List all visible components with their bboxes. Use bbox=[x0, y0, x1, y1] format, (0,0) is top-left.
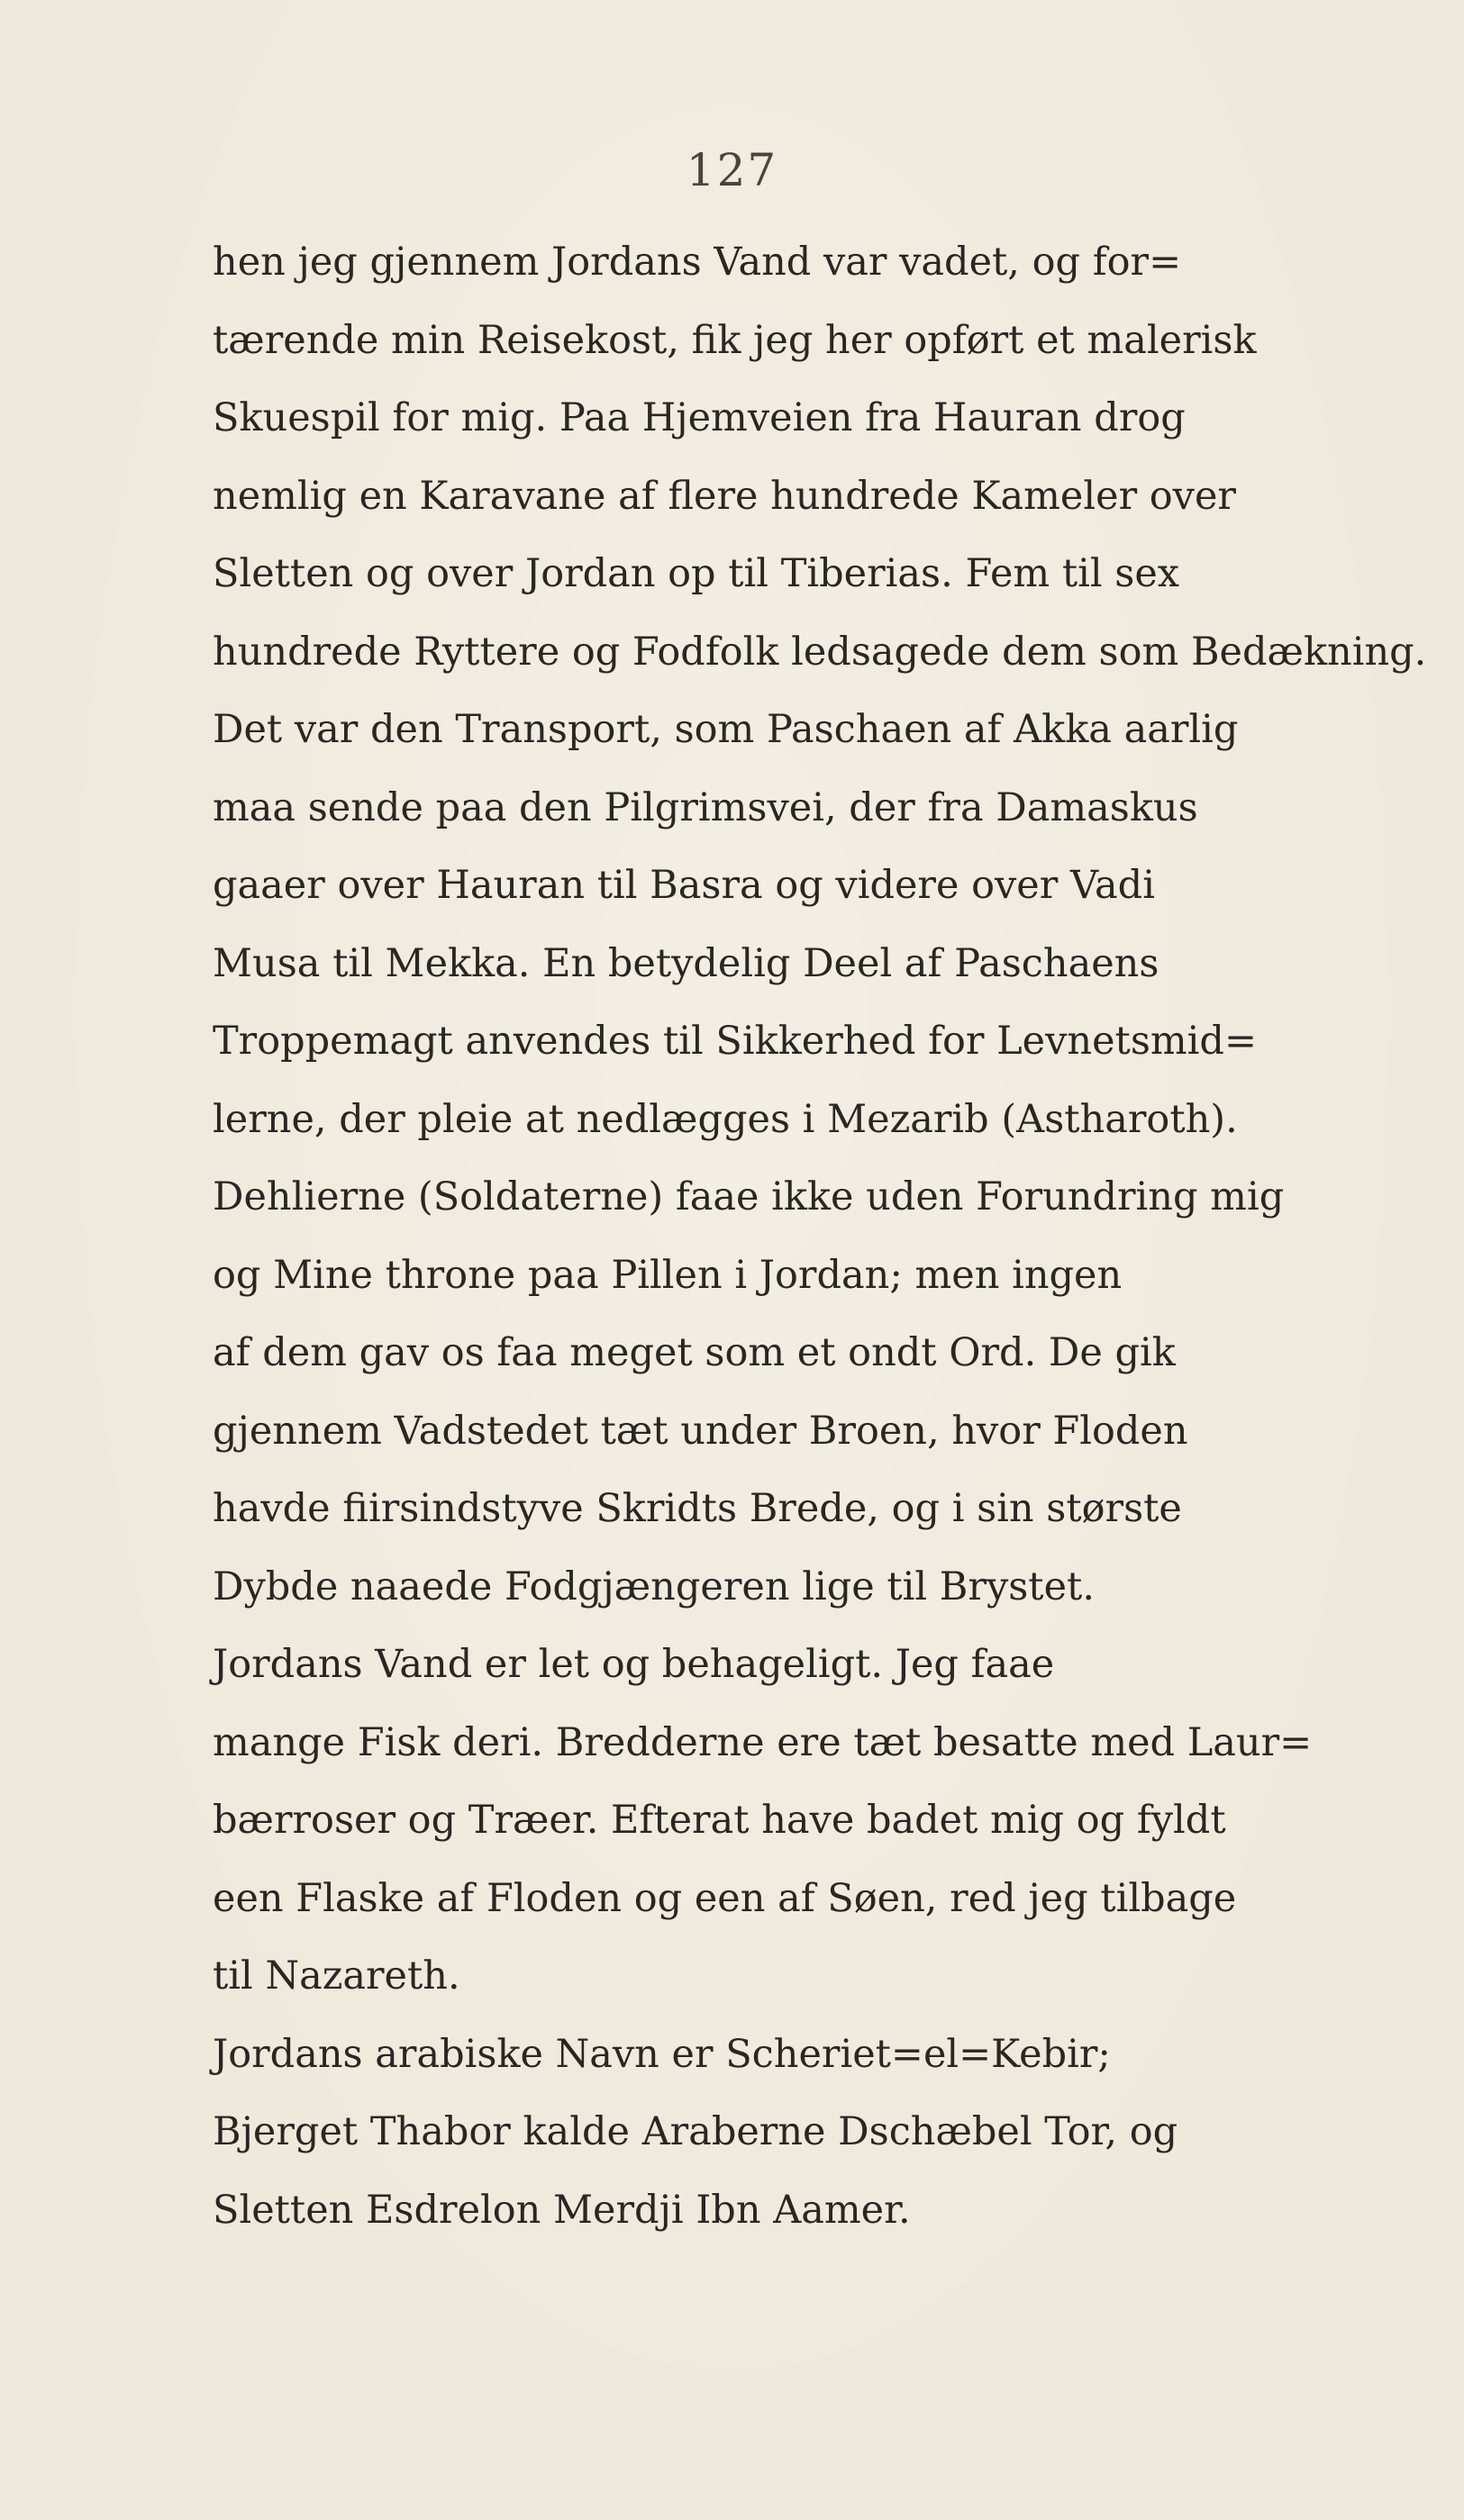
body-text bbox=[213, 223, 1427, 2249]
text-line: Det var den Transport, som Paschaen af Akka aarlig bbox=[213, 707, 1239, 752]
text-line: tærende min Reisekost, fik jeg her opført et malerisk bbox=[213, 317, 1257, 363]
text-line: Dehlierne (Soldaterne) faae ikke uden Forundring mig bbox=[213, 1174, 1285, 1219]
page-number: 127 bbox=[686, 144, 778, 196]
text-line: hen jeg gjennem Jordans Vand var vadet, og for= bbox=[213, 240, 1182, 285]
text-line: bærroser og Træer. Efterat have badet mig og fyldt bbox=[213, 1798, 1226, 1843]
text-line: Sletten Esdrelon Merdji Ibn Aamer. bbox=[213, 2187, 911, 2233]
text-line: Troppemagt anvendes til Sikkerhed for Levnetsmid= bbox=[213, 1019, 1257, 1064]
text-line: een Flaske af Floden og een af Søen, red jeg tilbage bbox=[213, 1875, 1237, 1921]
text-line: nemlig en Karavane af flere hundrede Kameler over bbox=[213, 473, 1236, 519]
text-line: havde fiirsindstyve Skridts Brede, og i sin største bbox=[213, 1486, 1182, 1531]
text-line: hundrede Ryttere og Fodfolk ledsagede dem som Bedækning. bbox=[213, 629, 1427, 675]
text-line: lerne, der pleie at nedlægges i Mezarib (Astharoth). bbox=[213, 1096, 1238, 1142]
text-line: mange Fisk deri. Bredderne ere tæt besatte med Laur= bbox=[213, 1719, 1313, 1765]
text-line: til Nazareth. bbox=[213, 1953, 460, 1999]
text-line: og Mine throne paa Pillen i Jordan; men ingen bbox=[213, 1252, 1123, 1298]
text-line: gjennem Vadstedet tæt under Broen, hvor Floden bbox=[213, 1408, 1188, 1454]
text-line: af dem gav os faa meget som et ondt Ord. De gik bbox=[213, 1330, 1176, 1375]
text-line: Musa til Mekka. En betydelig Deel af Paschaens bbox=[213, 940, 1159, 986]
text-line: Jordans arabiske Navn er Scheriet=el=Kebir; bbox=[213, 2031, 1111, 2077]
text-line: Sletten og over Jordan op til Tiberias. Fem til sex bbox=[213, 551, 1180, 596]
text-line: gaaer over Hauran til Basra og videre over Vadi bbox=[213, 863, 1155, 908]
text-line: Bjerget Thabor kalde Araberne Dschæbel Tor, og bbox=[213, 2109, 1178, 2154]
text-line: Jordans Vand er let og behageligt. Jeg faae bbox=[213, 1642, 1055, 1687]
text-line: maa sende paa den Pilgrimsvei, der fra Damaskus bbox=[213, 784, 1198, 830]
text-line: Skuespil for mig. Paa Hjemveien fra Hauran drog bbox=[213, 395, 1186, 440]
text-line: Dybde naaede Fodgjængeren lige til Brystet. bbox=[213, 1564, 1095, 1609]
